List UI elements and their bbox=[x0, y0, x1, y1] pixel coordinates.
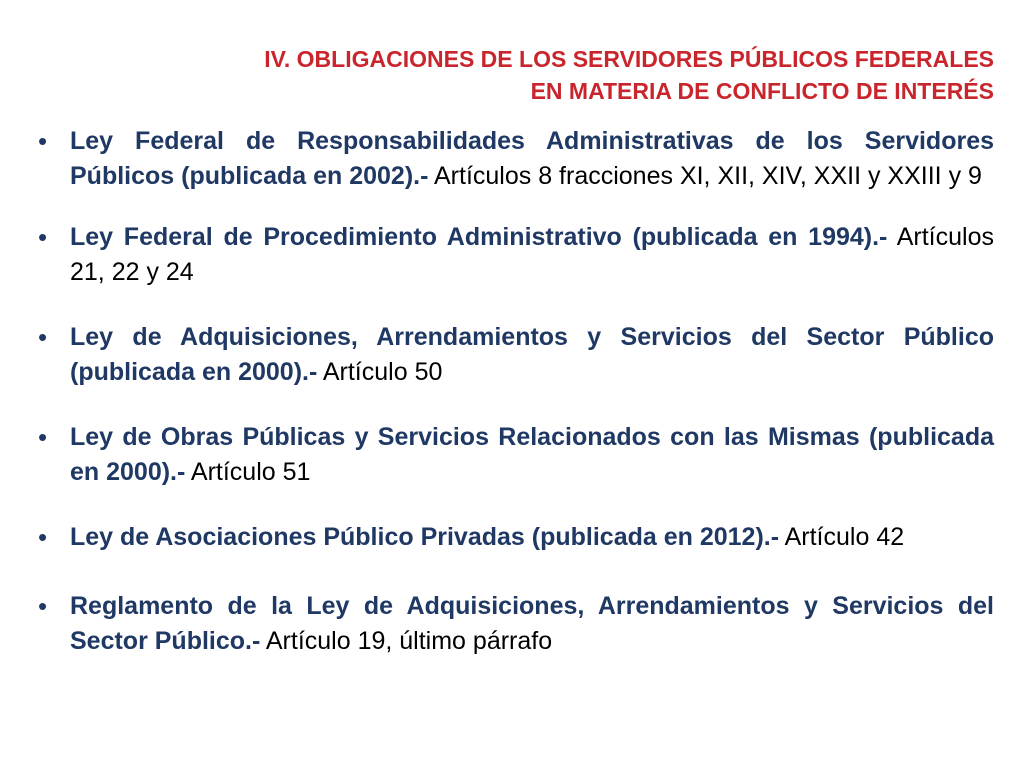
bullet-icon: • bbox=[38, 222, 48, 252]
bullet-icon: • bbox=[38, 322, 48, 352]
law-articles: Artículo 51 bbox=[185, 458, 311, 486]
list-item bbox=[34, 124, 994, 194]
law-articles: Artículo 42 bbox=[779, 523, 905, 551]
law-articles: Artículos 21, 22 y 24 bbox=[70, 223, 994, 286]
law-articles: Artículo 50 bbox=[317, 358, 443, 386]
law-name: Ley de Asociaciones Público Privadas (publicada en 2012).- bbox=[70, 523, 780, 551]
bullet-icon: • bbox=[38, 522, 48, 552]
list-item bbox=[34, 420, 994, 490]
law-articles: Artículo 19, último párrafo bbox=[260, 627, 553, 655]
slide-title-line-1: IV. OBLIGACIONES DE LOS SERVIDORES PÚBLICOS FEDERALES bbox=[264, 46, 994, 72]
law-name: Ley de Obras Públicas y Servicios Relacionados con las Mismas (publicada en 2000).- bbox=[70, 423, 994, 486]
law-name: Ley de Adquisiciones, Arrendamientos y Servicios del Sector Público (publicada en 2000).- bbox=[70, 323, 994, 386]
law-name: Ley Federal de Responsabilidades Administrativas de los Servidores Públicos (publicada en 2002).- bbox=[70, 127, 994, 190]
law-articles: Artículos 8 fracciones XI, XII, XIV, XXII y XXIII y 9 bbox=[428, 162, 982, 190]
slide-title bbox=[34, 43, 994, 107]
list-item bbox=[34, 320, 994, 390]
list-item bbox=[34, 589, 994, 659]
law-name: Reglamento de la Ley de Adquisiciones, Arrendamientos y Servicios del Sector Público.- bbox=[70, 592, 994, 655]
bullet-icon: • bbox=[38, 422, 48, 452]
slide-title-line-2: EN MATERIA DE CONFLICTO DE INTERÉS bbox=[530, 78, 994, 104]
list-item bbox=[34, 520, 994, 555]
bullet-list bbox=[34, 124, 994, 659]
list-item bbox=[34, 220, 994, 290]
bullet-icon: • bbox=[38, 591, 48, 621]
law-name: Ley Federal de Procedimiento Administrativo (publicada en 1994).- bbox=[70, 223, 888, 251]
bullet-icon: • bbox=[38, 126, 48, 156]
